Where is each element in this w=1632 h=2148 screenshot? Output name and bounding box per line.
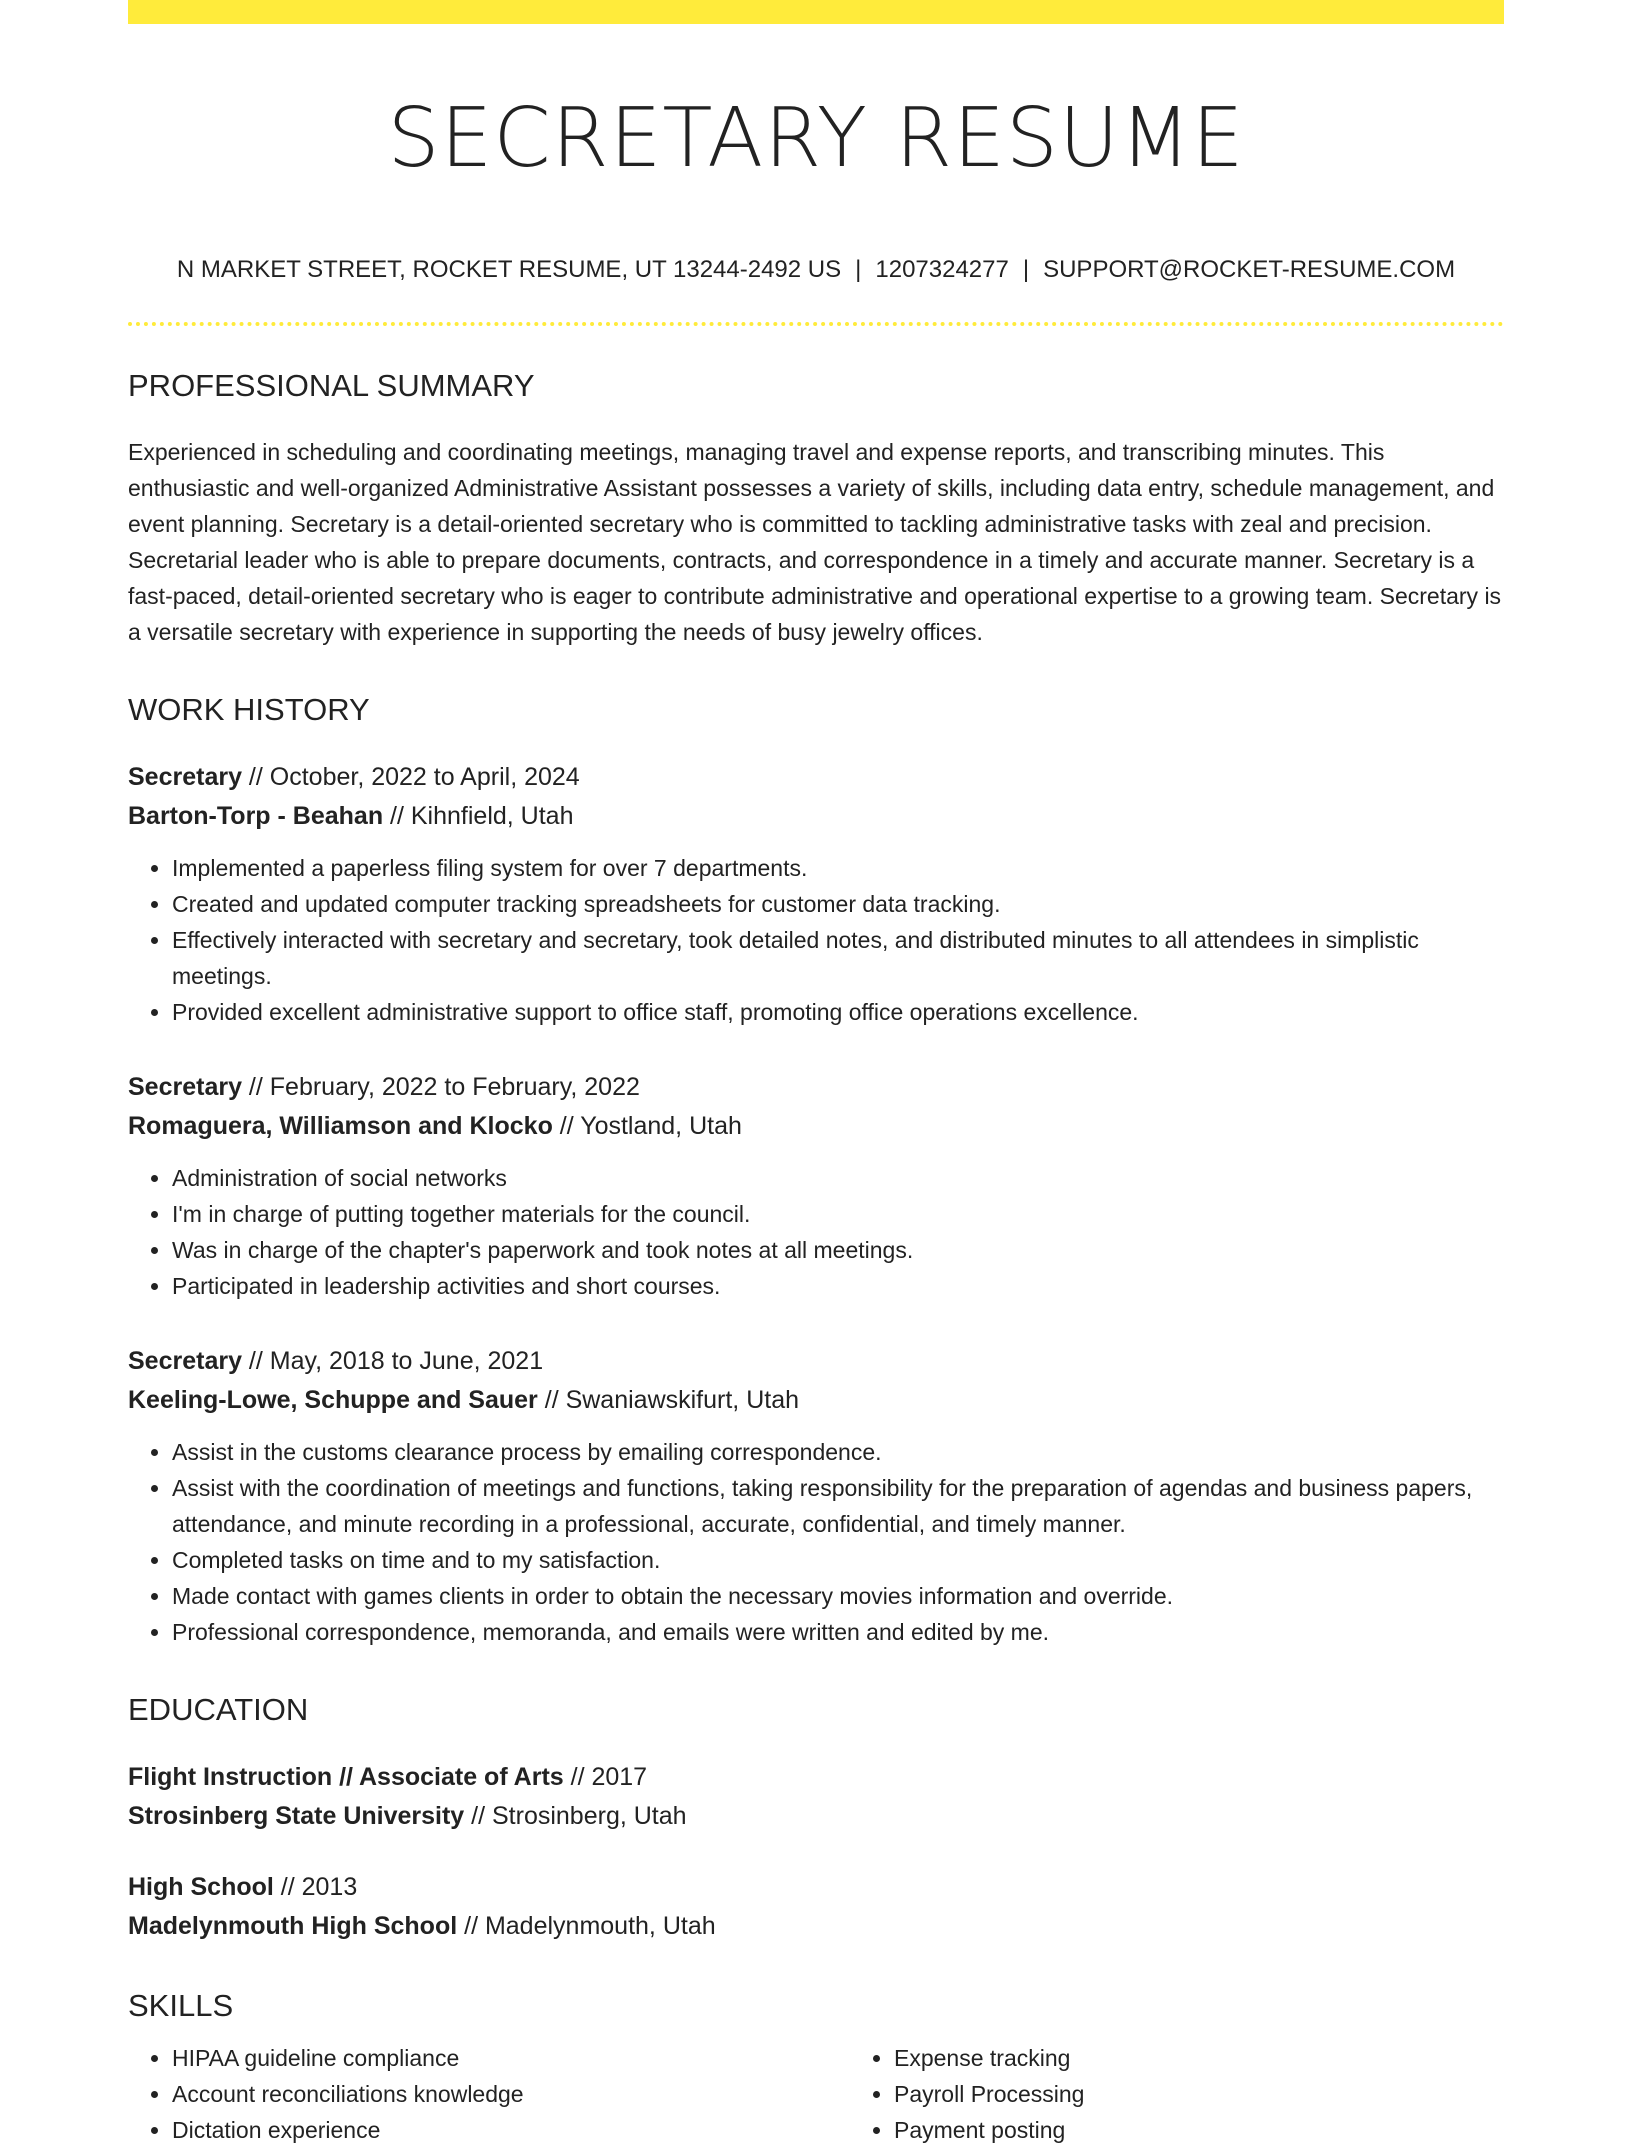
contact-email: SUPPORT@ROCKET-RESUME.COM	[1043, 256, 1456, 283]
list-item: • Professional correspondence, memoranda, and emails were written and edited by me.	[172, 1614, 1504, 1650]
degree-line	[128, 1758, 1504, 1797]
contact-address: N MARKET STREET, ROCKET RESUME, UT 13244-2492 US	[176, 256, 842, 283]
list-item: • Account reconciliations knowledge	[172, 2076, 850, 2112]
job-title-line	[128, 758, 1504, 797]
list-item: • Provided excellent administrative support to office staff, promoting office operations excellence.	[172, 994, 1504, 1030]
job-entry	[128, 1068, 1504, 1304]
summary-heading: PROFESSIONAL SUMMARY	[128, 368, 535, 403]
job-company: Barton-Torp - Beahan	[128, 802, 384, 830]
list-item: • Effectively interacted with secretary and secretary, took detailed notes, and distributed minutes to all attendees in simplistic meetings.	[172, 922, 1504, 994]
list-item: • HIPAA guideline compliance	[172, 2040, 850, 2076]
job-company: Romaguera, Williamson and Klocko	[128, 1112, 553, 1140]
list-item: • Assist in the customs clearance process by emailing correspondence.	[172, 1434, 1504, 1470]
list-item: • Payroll Processing	[894, 2076, 1572, 2112]
job-title: Secretary	[128, 763, 242, 791]
work-heading: WORK HISTORY	[128, 692, 370, 727]
degree: High School	[128, 1873, 274, 1901]
education-heading: EDUCATION	[128, 1692, 309, 1727]
job-title: Secretary	[128, 1073, 242, 1101]
list-item: • Administration of social networks	[172, 1160, 1504, 1196]
degree: Flight Instruction // Associate of Arts	[128, 1763, 564, 1791]
contact-separator: |	[855, 256, 862, 283]
job-bullets	[128, 1160, 1504, 1304]
list-item: • I'm in charge of putting together materials for the council.	[172, 1196, 1504, 1232]
skills-columns	[128, 2040, 1504, 2148]
job-bullets	[128, 1434, 1504, 1650]
job-company-line	[128, 797, 1504, 836]
school-location: // Madelynmouth, Utah	[457, 1912, 716, 1940]
list-item: • Created and updated computer tracking spreadsheets for customer data tracking.	[172, 886, 1504, 922]
list-item: • Participated in leadership activities and short courses.	[172, 1268, 1504, 1304]
job-title: Secretary	[128, 1347, 242, 1375]
list-item: • Completed tasks on time and to my satisfaction.	[172, 1542, 1504, 1578]
job-location: // Kihnfield, Utah	[383, 802, 574, 830]
skills-list-right	[850, 2040, 1572, 2148]
list-item: • Dictation experience	[172, 2112, 850, 2148]
accent-bar	[128, 0, 1504, 24]
contact-phone: 1207324277	[875, 256, 1009, 283]
summary-text: Experienced in scheduling and coordinating meetings, managing travel and expense reports, and transcribing minutes. This enthusiastic and well-organized Administrative Assistant possesses a variety of skills, including data entry, schedule management, and event planning. Secretary is a detail-oriented secretary who is committed to tackling administrative tasks with zeal and precision. Secretarial leader who is able to prepare documents, contracts, and correspondence in a timely and accurate manner. Secretary is a fast-paced, detail-oriented secretary who is eager to contribute administrative and operational expertise to a growing team. Secretary is a versatile secretary with experience in supporting the needs of busy jewelry offices.	[128, 439, 1502, 645]
job-entry	[128, 758, 1504, 1030]
list-item: • Assist with the coordination of meetings and functions, taking responsibility for the preparation of agendas and business papers, attendance, and minute recording in a professional, accurate, confidential, and timely manner.	[172, 1470, 1504, 1542]
resume-page	[128, 24, 1504, 2148]
contact-line	[128, 254, 1504, 286]
school: Strosinberg State University	[128, 1802, 465, 1830]
list-item: • Made contact with games clients in order to obtain the necessary movies information and override.	[172, 1578, 1504, 1614]
job-title-line	[128, 1068, 1504, 1107]
job-dates: // October, 2022 to April, 2024	[241, 763, 580, 791]
job-dates: // February, 2022 to February, 2022	[241, 1073, 640, 1101]
school-location: // Strosinberg, Utah	[464, 1802, 687, 1830]
job-bullets	[128, 850, 1504, 1030]
job-company-line	[128, 1107, 1504, 1146]
education-entry	[128, 1758, 1504, 1836]
job-company-line	[128, 1381, 1504, 1420]
job-location: // Yostland, Utah	[552, 1112, 742, 1140]
list-item: • Expense tracking	[894, 2040, 1572, 2076]
contact-separator: |	[1022, 256, 1030, 283]
school-line	[128, 1797, 1504, 1836]
degree-line	[128, 1868, 1504, 1907]
skills-list-left	[128, 2040, 850, 2148]
job-company: Keeling-Lowe, Schuppe and Sauer	[128, 1386, 538, 1414]
job-dates: // May, 2018 to June, 2021	[241, 1347, 544, 1375]
skills-heading: SKILLS	[128, 1988, 234, 2023]
list-item: • Payment posting	[894, 2112, 1572, 2148]
list-item: • Was in charge of the chapter's paperwork and took notes at all meetings.	[172, 1232, 1504, 1268]
education-entry	[128, 1868, 1504, 1946]
school: Madelynmouth High School	[128, 1912, 458, 1940]
list-item: • Implemented a paperless filing system for over 7 departments.	[172, 850, 1504, 886]
resume-title: SECRETARY RESUME	[387, 91, 1245, 186]
job-location: // Swaniawskifurt, Utah	[537, 1386, 800, 1414]
dotted-divider	[128, 322, 1504, 326]
job-title-line	[128, 1342, 1504, 1381]
graduation-year: // 2013	[273, 1873, 358, 1901]
job-entry	[128, 1342, 1504, 1650]
school-line	[128, 1907, 1504, 1946]
graduation-year: // 2017	[563, 1763, 648, 1791]
